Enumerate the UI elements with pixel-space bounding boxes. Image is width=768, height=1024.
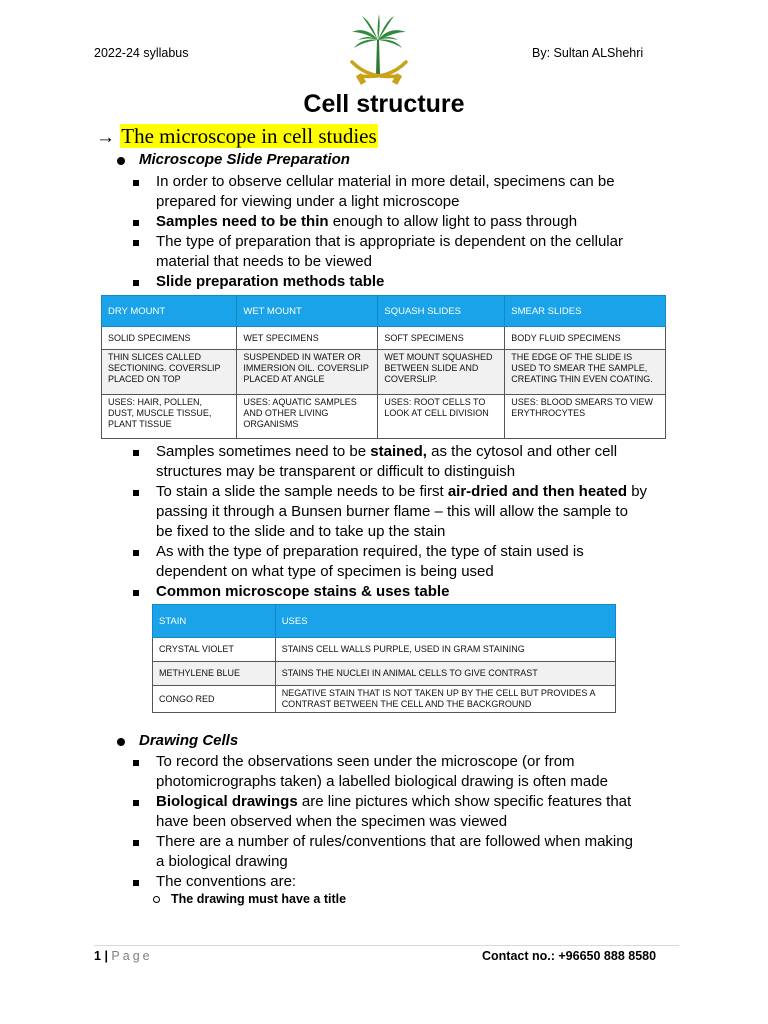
table-cell: THE EDGE OF THE SLIDE IS USED TO SMEAR THE SAMPLE, CREATING THIN EVEN COATING. [505,350,666,395]
text-line: photomicrographs taken) a labelled biological drawing is often made [156,773,608,790]
text-line [156,212,577,232]
bullet-square-icon [133,800,139,806]
text-span: To stain a slide the sample needs to be first [156,483,448,500]
text-line: have been observed when the specimen was viewed [156,813,508,830]
table-cell: SUSPENDED IN WATER OR IMMERSION OIL. COVERSLIP PLACED AT ANGLE [237,350,378,395]
text-line [156,482,647,502]
table-cell: WET MOUNT SQUASHED BETWEEN SLIDE AND COVERSLIP. [378,350,505,395]
text-line: material that needs to be viewed [156,253,372,270]
text-line: There are a number of rules/conventions that are followed when making [156,833,633,850]
text-span: as the cytosol and other cell [426,443,618,460]
table-cell: THIN SLICES CALLED SECTIONING. COVERSLIP PLACED ON TOP [102,350,237,395]
page-number: 1 [94,949,101,963]
bullet-square-icon [133,280,139,286]
stain-table [152,604,616,713]
text-line: In order to observe cellular material in more detail, specimens can be [156,173,615,190]
bullet-square-icon [133,760,139,766]
page-title: Cell structure [303,90,465,118]
table-header-cell: DRY MOUNT [102,296,237,327]
palm-tree-emblem-icon [344,12,414,90]
table-cell: STAINS CELL WALLS PURPLE, USED IN GRAM STAINING [275,638,615,662]
table-row [102,327,666,350]
slide-prep-table [101,295,666,439]
bullet-square-icon [133,490,139,496]
table-cell: USES: BLOOD SMEARS TO VIEW ERYTHROCYTES [505,395,666,439]
table-cell: NEGATIVE STAIN THAT IS NOT TAKEN UP BY THE CELL BUT PROVIDES A CONTRAST BETWEEN THE CELL AND THE BACKGROUND [275,686,615,713]
table-cell: CONGO RED [153,686,276,713]
table-row [102,395,666,439]
text-line [156,582,449,602]
subheading-drawing-cells: Drawing Cells [139,732,239,749]
text-line: structures may be transparent or difficult to distinguish [156,463,516,480]
text-line: The drawing must have a title [171,892,347,906]
bullet-square-icon [133,880,139,886]
table-row [153,662,616,686]
bold-text: stained, [370,443,427,460]
text-span: by [627,483,648,500]
table-row [102,350,666,395]
header-author: By: Sultan ALShehri [532,46,644,60]
text-line: To record the observations seen under the microscope (or from [156,753,575,770]
table-cell: SOFT SPECIMENS [378,327,505,350]
text-line: As with the type of preparation required, the type of stain used is [156,543,584,560]
table-header-cell: SQUASH SLIDES [378,296,505,327]
text-span: enough to allow light to pass through [328,213,578,230]
text-line: The type of preparation that is appropriate is dependent on the cellular [156,233,623,250]
table-header-cell: STAIN [153,605,276,638]
bullet-square-icon [133,180,139,186]
table-cell: METHYLENE BLUE [153,662,276,686]
text-line [156,792,631,812]
table-cell: SOLID SPECIMENS [102,327,237,350]
subheading-slide-prep: Microscope Slide Preparation [139,151,350,168]
bullet-dot-icon [117,738,125,746]
table-cell: WET SPECIMENS [237,327,378,350]
table-cell: USES: AQUATIC SAMPLES AND OTHER LIVING ORGANISMS [237,395,378,439]
text-line: dependent on what type of specimen is being used [156,563,494,580]
bullet-square-icon [133,240,139,246]
bullet-dot-icon [117,157,125,165]
table-header-cell: USES [275,605,615,638]
table-cell: USES: ROOT CELLS TO LOOK AT CELL DIVISION [378,395,505,439]
text-line: The conventions are: [156,873,297,890]
table-cell: CRYSTAL VIOLET [153,638,276,662]
section-heading-text: The microscope in cell studies [121,124,377,148]
footer-contact: Contact no.: +96650 888 8580 [482,949,657,963]
table-cell: STAINS THE NUCLEI IN ANIMAL CELLS TO GIVE CONTRAST [275,662,615,686]
table-cell: BODY FLUID SPECIMENS [505,327,666,350]
bullet-square-icon [133,220,139,226]
page-label: Page [111,949,153,963]
page-separator: | [104,949,108,963]
text-span: are line pictures which show specific features that [297,793,632,810]
header-syllabus: 2022-24 syllabus [94,46,189,60]
table-header-cell: WET MOUNT [237,296,378,327]
table-row [153,638,616,662]
text-span: Samples sometimes need to be [156,443,371,460]
text-line [156,442,617,462]
bullet-square-icon [133,590,139,596]
bold-text: Common microscope stains & uses table [156,583,450,600]
table-header-cell: SMEAR SLIDES [505,296,666,327]
text-line: passing it through a Bunsen burner flame – this will allow the sample to [156,503,628,520]
page-footer-number [94,949,153,963]
bullet-circle-icon [153,896,160,903]
right-arrow-icon: → [96,127,115,148]
footer-divider [94,945,679,946]
bullet-square-icon [133,840,139,846]
bold-text: air-dried and then heated [447,483,628,500]
text-line [156,272,384,292]
table-row [153,686,616,713]
text-line: a biological drawing [156,853,288,870]
bullet-square-icon [133,550,139,556]
table-cell: USES: HAIR, POLLEN, DUST, MUSCLE TISSUE, PLANT TISSUE [102,395,237,439]
text-line: prepared for viewing under a light microscope [156,193,460,210]
table-header-row [102,296,666,327]
bold-text: Biological drawings [156,793,298,810]
bullet-square-icon [133,450,139,456]
bold-text: Slide preparation methods table [156,273,385,290]
table-header-row [153,605,616,638]
section-heading [96,124,378,149]
bold-text: Samples need to be thin [156,213,329,230]
text-line: be fixed to the slide and to take up the stain [156,523,446,540]
